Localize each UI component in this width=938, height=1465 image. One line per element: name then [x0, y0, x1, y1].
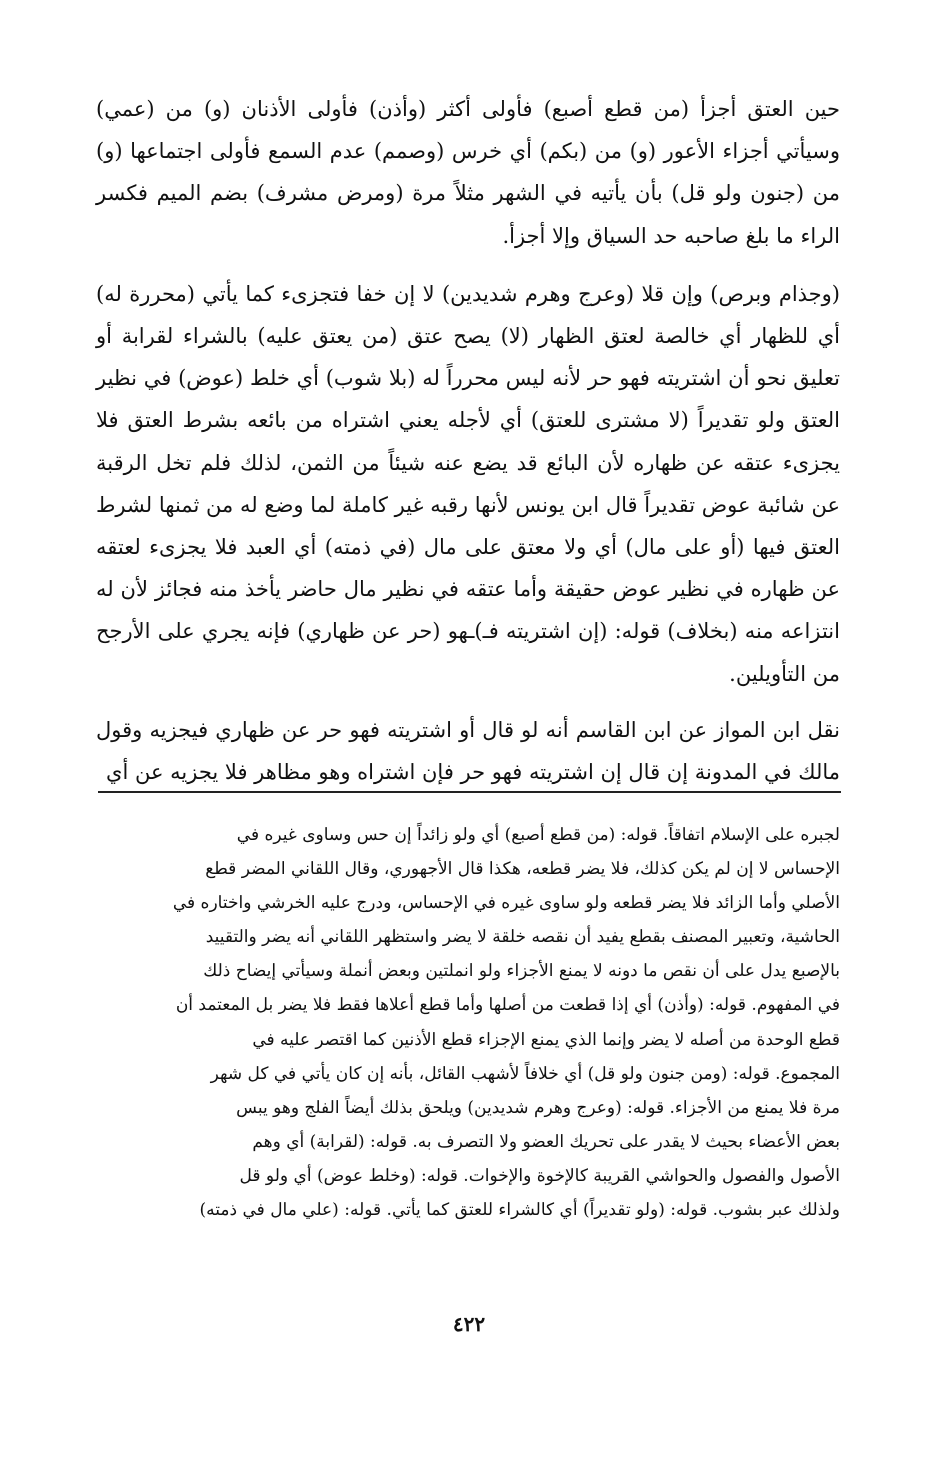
footnote-line: لجبره على الإسلام اتفاقاً. قوله: (من قطع أصبع) أي ولو زائداً إن حس وساوى غيره في: [236, 825, 840, 845]
footnote-line: المجموع. قوله: (ومن جنون ولو قل) أي خلافاً لأشهب القائل، بأنه إن كان يأتي في كل شهر: [210, 1063, 840, 1084]
page-number: ٤٢٢: [452, 1312, 486, 1336]
footnote-line: قطع الوحدة من أصله لا يضر وإنما الذي يمنع الإجزاء قطع الأذنين كما اقتصر عليه في: [252, 1029, 840, 1050]
main-paragraph-3: نقل ابن المواز عن ابن القاسم أنه لو قال أو اشتريته فهو حر عن ظهاري فيجزيه وقول مالك في المدونة إن قال إن اشتريته فهو حر فإن اشتراه وهو مظاهر فلا يجزيه عن أي: [96, 717, 840, 785]
footnote-line: بالإصبع يدل على أن نقص ما دونه لا يمنع الأجزاء ولو انملتين وبعض أنملة وسيأتي إيضاح ذلك: [203, 961, 840, 982]
footnote-line: مرة فلا يمنع من الأجزاء. قوله: (وعرج وهرم شديدين) ويلحق بذلك أيضاً الفلج وهو يبس: [236, 1097, 840, 1118]
main-text-body: [96, 88, 840, 793]
footnote-line: بعض الأعضاء بحيث لا يقدر على تحريك العضو ولا التصرف به. قوله: (لقرابة) أي وهم: [252, 1131, 840, 1152]
footnote-line: الأصلي وأما الزائد فلا يضر قطعه ولو ساوى غيره في الإحساس، ودرج عليه الخرشي واختاره في: [172, 893, 840, 914]
footnote-divider: [98, 791, 841, 793]
footnote-line: في المفهوم. قوله: (وأذن) أي إذا قطعت من أصلها وأما قطع أعلاها فقط فلا يضر بل المعتمد أن: [175, 995, 840, 1016]
footnote-line: ولذلك عبر بشوب. قوله: (ولو تقديراً) أي كالشراء للعتق كما يأتي. قوله: (علي مال في ذمته): [199, 1200, 840, 1221]
footnote-line: الحاشية، وتعبير المصنف بقطع يفيد أن نقصه خلقة لا يضر واستظهر اللقاني أنه يضر والتقييد: [205, 927, 840, 948]
footnotes-section: [96, 818, 840, 1227]
main-paragraph-2: (وجذام وبرص) وإن قلا (وعرج وهرم شديدين) لا إن خفا فتجزىء كما يأتي (محررة له) أي للظهار أي خالصة لعتق الظهار (لا) يصح عتق (من يعتق عليه) بالشراء لقرابة أو تعليق نحو أن اشتريته فهو حر لأنه ليس محرراً له (بلا شوب) أي خلط (عوض) في نظير العتق ولو تقديراً (لا مشترى للعتق) أي لأجله يعني اشتراه من بائعه بشرط العتق فلا يجزىء عتقه عن ظهاره لأن البائع قد يضع عنه شيئاً من الثمن، لذلك فلم تخل الرقبة عن شائبة عوض تقديراً قال ابن يونس لأنها رقبه غير كاملة لما وضع له من ثمنها لشرط العتق فيها (أو على مال) أي ولا معتق على مال (في ذمته) أي العبد فلا يجزىء لعتقه عن ظهاره في نظير عوض حقيقة وأما عتقه في نظير مال حاضر يأخذ منه فجائز لأن له انتزاعه منه (بخلاف) قوله: (إن اشتريته فـ)ـهو (حر عن ظهاري) فإنه يجري على الأرجح من التأويلين.: [96, 281, 840, 686]
footnote-line: الإحساس لا إن لم يكن كذلك، فلا يضر قطعه، هكذا قال الأجهوري، وقال اللقاني المضر قطع: [205, 859, 840, 880]
main-paragraph-1: حين العتق أجزأ (من قطع أصبع) فأولى أكثر (وأذن) فأولى الأذنان (و) من (عمي) وسيأتي أجزاء الأعور (و) من (بكم) أي خرس (وصمم) عدم السمع فأولى اجتماعها (و) من (جنون ولو قل) بأن يأتيه في الشهر مثلاً مرة (ومرض مشرف) بضم الميم فكسر الراء ما بلغ صاحبه حد السياق وإلا أجزأ.: [96, 97, 841, 248]
footnote-line: الأصول والفصول والحواشي القريبة كالإخوة والإخوات. قوله: (وخلط عوض) أي ولو قل: [239, 1165, 840, 1186]
